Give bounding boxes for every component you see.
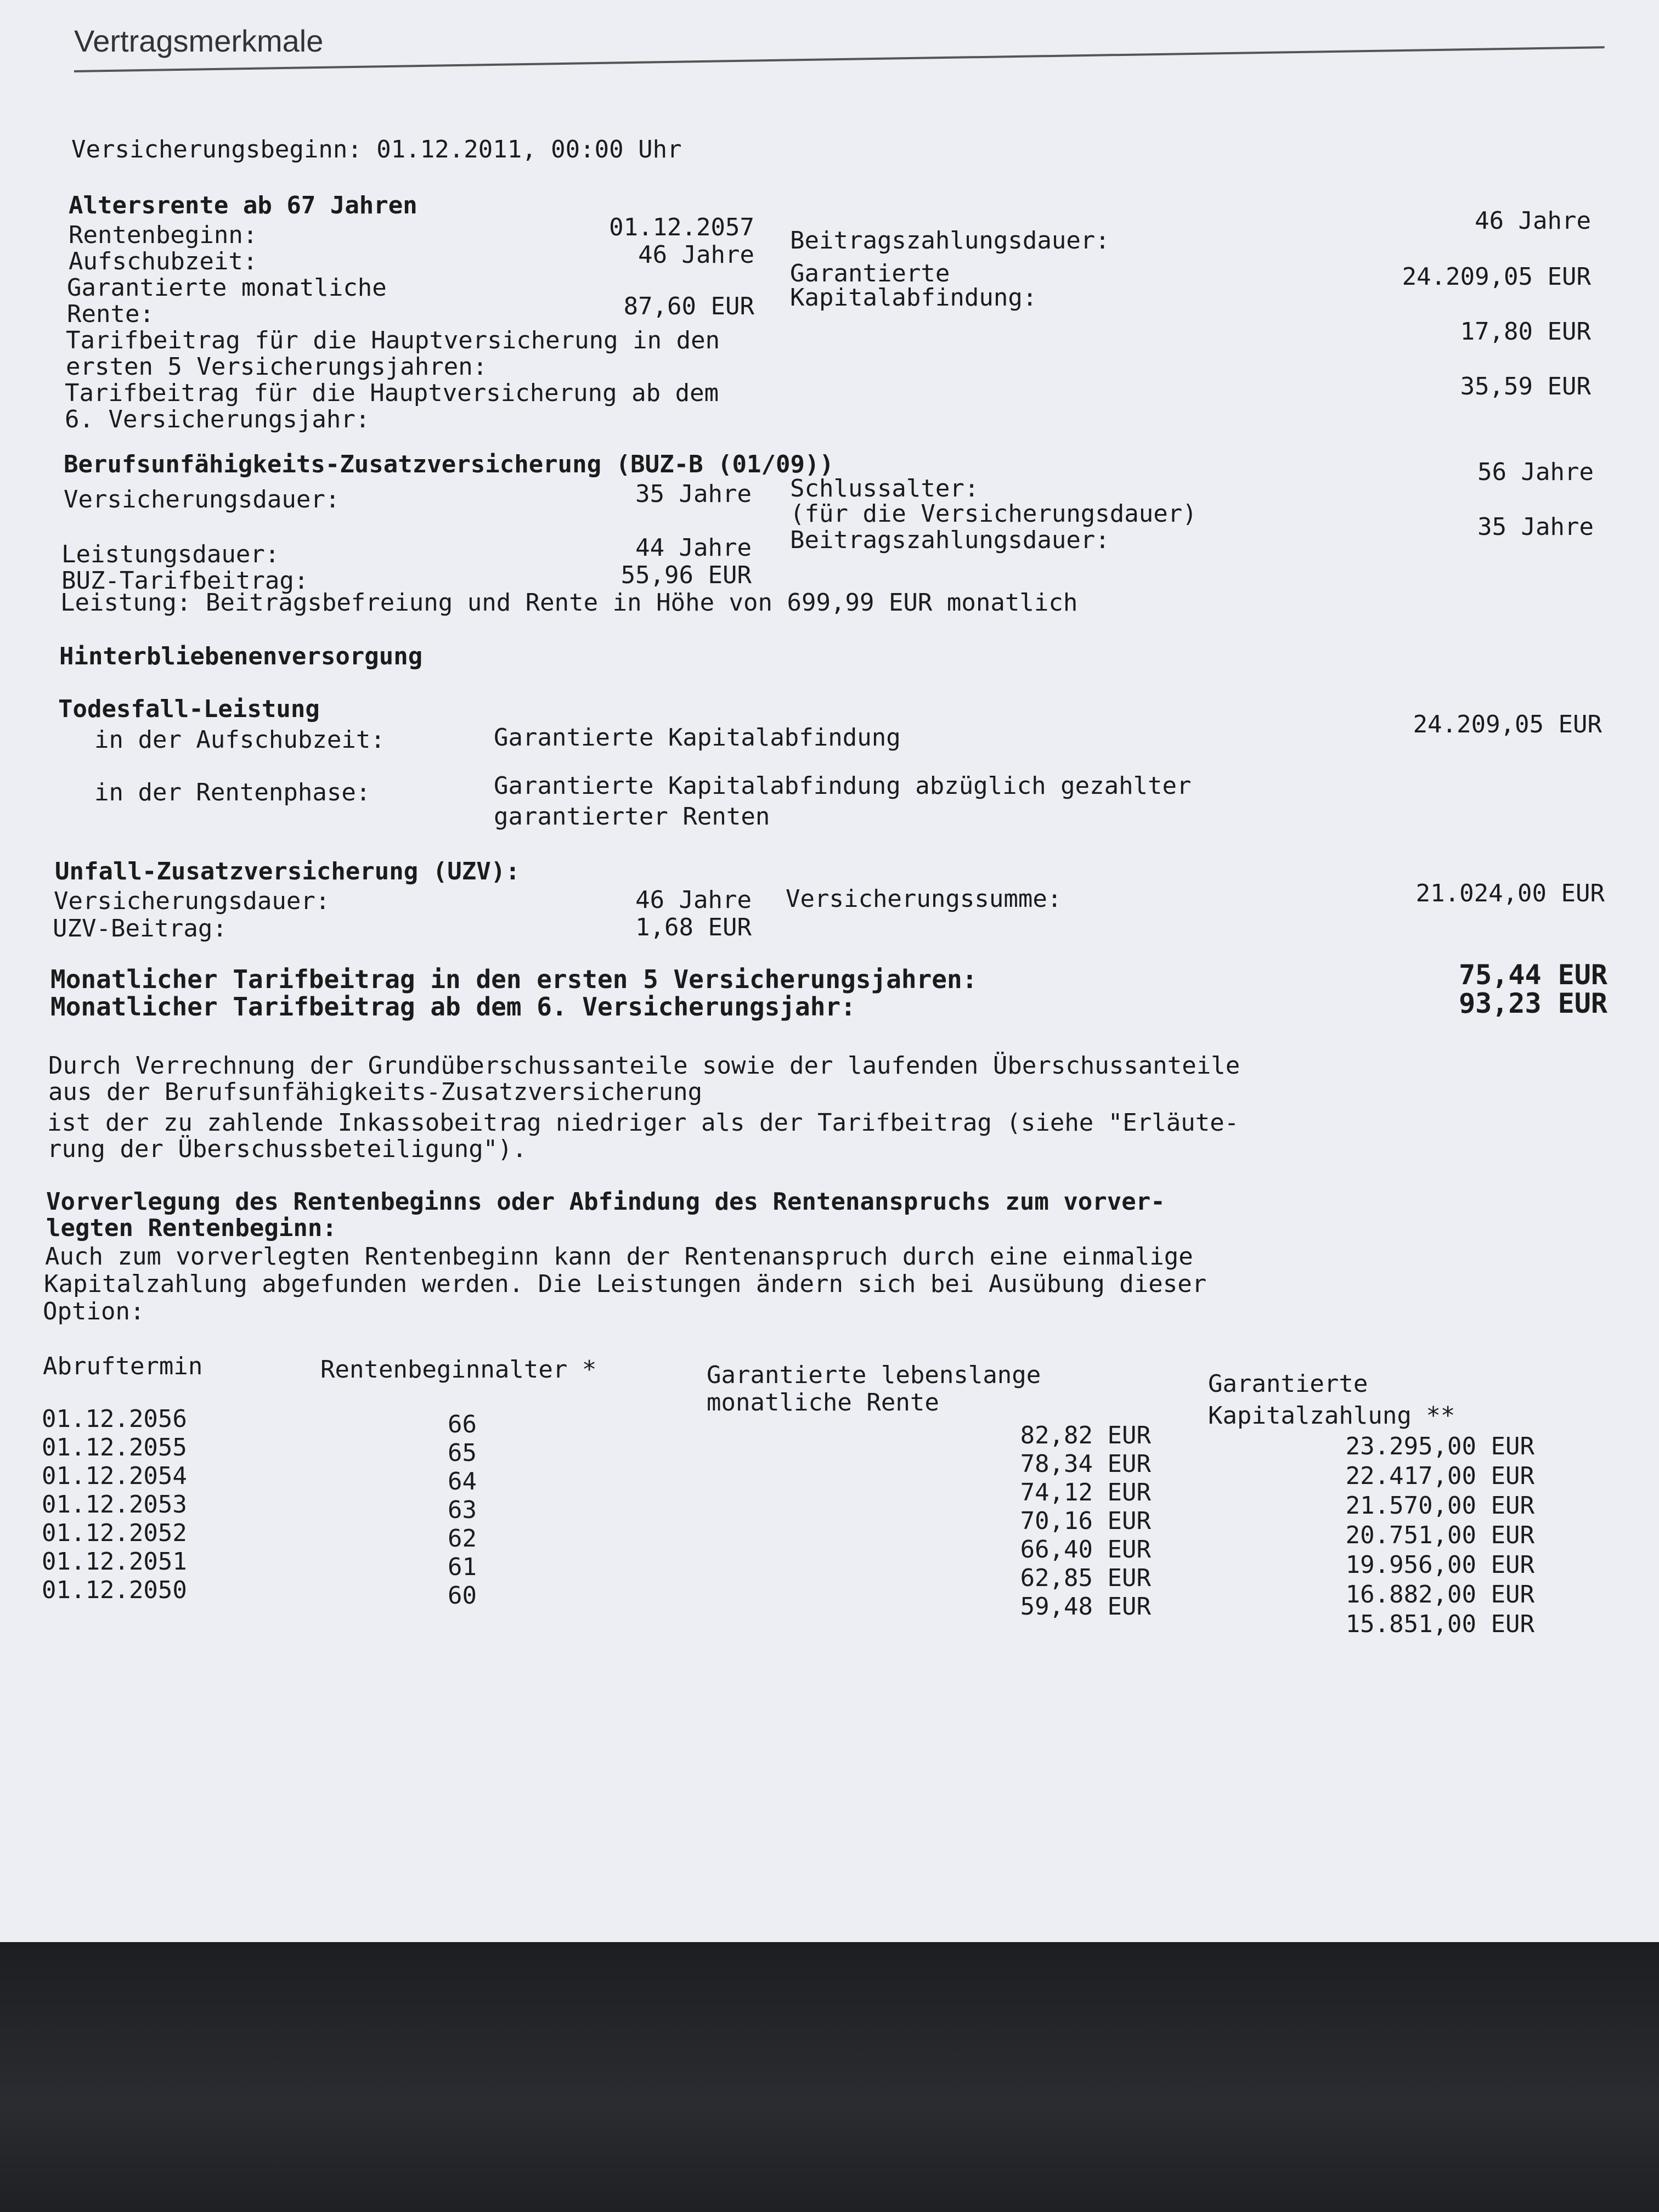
tarifbeitrag-1-line-1: Tarifbeitrag für die Hauptversicherung in den <box>66 326 720 354</box>
rentenphase-text-1: Garantierte Kapitalabfindung abzüglich gezahlter <box>494 772 1192 800</box>
table-row-rente: 62,85 EUR <box>1020 1564 1151 1592</box>
vorverlegung-text-2: Kapitalzahlung abgefunden werden. Die Leistungen ändern sich bei Ausübung dieser <box>44 1270 1207 1298</box>
table-row-termin: 01.12.2055 <box>42 1434 187 1462</box>
hinterbliebenen-title: Hinterbliebenenversorgung <box>59 642 423 670</box>
kapitalabfindung-value: 24.209,05 EUR <box>1402 263 1591 291</box>
aufschubzeit-todesfall-label: in der Aufschubzeit: <box>94 726 385 754</box>
table-row-alter: 63 <box>448 1496 477 1524</box>
buz-versicherungsdauer-label: Versicherungsdauer: <box>64 486 340 514</box>
table-row-alter: 64 <box>448 1468 477 1496</box>
total-2-value: 93,23 EUR <box>1459 988 1607 1019</box>
table-row-alter: 60 <box>448 1582 477 1610</box>
table-row-rente: 70,16 EUR <box>1020 1507 1151 1535</box>
uzv-versicherungsdauer-value: 46 Jahre <box>635 886 752 914</box>
table-header-rente-1: Garantierte lebenslange <box>707 1361 1041 1389</box>
verrechnung-line-4: rung der Überschussbeteiligung"). <box>47 1135 527 1163</box>
rentenphase-label: in der Rentenphase: <box>94 778 371 806</box>
table-row-rente: 82,82 EUR <box>1020 1421 1151 1449</box>
leistungsdauer-value: 44 Jahre <box>635 534 752 562</box>
table-row-rente: 74,12 EUR <box>1020 1479 1151 1506</box>
beitragsdauer-value: 46 Jahre <box>1475 207 1591 235</box>
beitragsdauer-label: Beitragszahlungsdauer: <box>790 227 1110 255</box>
vorverlegung-title-1: Vorverlegung des Rentenbeginns oder Abfindung des Rentenanspruchs zum vorver- <box>46 1188 1165 1216</box>
rentenphase-text-2: garantierter Renten <box>494 803 770 831</box>
vorverlegung-text-3: Option: <box>43 1297 145 1325</box>
verrechnung-line-2: aus der Berufsunfähigkeits-Zusatzversicherung <box>48 1078 703 1106</box>
buz-tarifbeitrag-label: BUZ-Tarifbeitrag: <box>61 567 309 595</box>
aufschubzeit-label: Aufschubzeit: <box>69 247 258 275</box>
tarifbeitrag-1-value: 17,80 EUR <box>1460 318 1591 346</box>
table-row-kapital: 21.570,00 EUR <box>1345 1492 1534 1520</box>
verrechnung-line-3: ist der zu zahlende Inkassobeitrag niedriger als der Tarifbeitrag (siehe "Erläute- <box>47 1109 1239 1137</box>
versicherungssumme-label: Versicherungssumme: <box>786 885 1062 913</box>
versicherungsbeginn: Versicherungsbeginn: 01.12.2011, 00:00 Uhr <box>71 136 682 163</box>
buz-leistung: Leistung: Beitragsbefreiung und Rente in Höhe von 699,99 EUR monatlich <box>60 589 1078 617</box>
uzv-beitrag-label: UZV-Beitrag: <box>53 915 227 943</box>
table-row-kapital: 19.956,00 EUR <box>1345 1551 1534 1579</box>
table-header-rentenbeginnalter: Rentenbeginnalter * <box>320 1356 597 1384</box>
dark-background-surface <box>0 1942 1659 2212</box>
tarifbeitrag-2-line-2: 6. Versicherungsjahr: <box>65 405 370 433</box>
vorverlegung-text-1: Auch zum vorverlegten Rentenbeginn kann der Rentenanspruch durch eine einmalige <box>45 1243 1193 1271</box>
tarifbeitrag-2-line-1: Tarifbeitrag für die Hauptversicherung ab dem <box>65 379 719 407</box>
rentenbeginn-label: Rentenbeginn: <box>69 221 258 249</box>
table-row-alter: 62 <box>448 1525 477 1553</box>
garantierte-rente-label-1: Garantierte monatliche <box>67 274 387 302</box>
versicherungssumme-value: 21.024,00 EUR <box>1415 879 1605 907</box>
vorverlegung-title-2: legten Rentenbeginn: <box>46 1214 337 1242</box>
schlussalter-value: 56 Jahre <box>1477 458 1594 486</box>
table-row-termin: 01.12.2052 <box>42 1519 187 1547</box>
rentenbeginn-value: 01.12.2057 <box>609 213 754 241</box>
uzv-beitrag-value: 1,68 EUR <box>635 913 752 941</box>
table-header-kapital-1: Garantierte <box>1208 1370 1368 1398</box>
table-row-kapital: 16.882,00 EUR <box>1345 1581 1534 1609</box>
total-2-label: Monatlicher Tarifbeitrag ab dem 6. Versicherungsjahr: <box>50 992 856 1022</box>
leistungsdauer-label: Leistungsdauer: <box>61 540 280 568</box>
table-row-termin: 01.12.2051 <box>42 1548 187 1576</box>
buz-title: Berufsunfähigkeits-Zusatzversicherung (BUZ-B (01/09)) <box>64 450 834 478</box>
uzv-title: Unfall-Zusatzversicherung (UZV): <box>55 857 520 885</box>
verrechnung-line-1: Durch Verrechnung der Grundüberschussanteile sowie der laufenden Überschussanteile <box>48 1052 1240 1080</box>
table-row-kapital: 22.417,00 EUR <box>1345 1462 1534 1490</box>
todesfall-title: Todesfall-Leistung <box>58 695 320 723</box>
buz-versicherungsdauer-value: 35 Jahre <box>635 480 752 508</box>
table-row-termin: 01.12.2056 <box>42 1405 187 1433</box>
table-row-termin: 01.12.2054 <box>42 1462 187 1490</box>
aufschubzeit-value: 46 Jahre <box>638 241 754 269</box>
buz-beitragsdauer-value: 35 Jahre <box>1477 513 1594 541</box>
schlussalter-note: (für die Versicherungsdauer) <box>790 500 1197 528</box>
aufschubzeit-todesfall-value: 24.209,05 EUR <box>1413 710 1602 738</box>
tarifbeitrag-1-line-2: ersten 5 Versicherungsjahren: <box>66 353 488 381</box>
buz-beitragsdauer-label: Beitragszahlungsdauer: <box>790 526 1110 554</box>
table-row-termin: 01.12.2053 <box>42 1491 187 1519</box>
table-row-rente: 78,34 EUR <box>1020 1450 1151 1478</box>
table-row-alter: 61 <box>448 1553 477 1581</box>
table-row-kapital: 23.295,00 EUR <box>1345 1432 1534 1460</box>
buz-tarifbeitrag-value: 55,96 EUR <box>620 561 752 589</box>
tarifbeitrag-2-value: 35,59 EUR <box>1460 373 1591 400</box>
garantierte-rente-value: 87,60 EUR <box>623 292 754 320</box>
table-row-kapital: 20.751,00 EUR <box>1345 1521 1534 1549</box>
altersrente-title: Altersrente ab 67 Jahren <box>69 191 417 219</box>
total-1-value: 75,44 EUR <box>1459 959 1607 991</box>
page-title: Vertragsmerkmale <box>74 24 324 58</box>
table-header-abruftermin: Abruftermin <box>43 1352 203 1380</box>
table-row-alter: 65 <box>448 1439 477 1467</box>
table-row-rente: 59,48 EUR <box>1020 1593 1151 1621</box>
schlussalter-label: Schlussalter: <box>790 475 979 503</box>
table-row-rente: 66,40 EUR <box>1020 1536 1151 1564</box>
kapitalabfindung-label-2: Kapitalabfindung: <box>790 284 1037 312</box>
aufschubzeit-todesfall-text: Garantierte Kapitalabfindung <box>494 724 901 752</box>
table-row-alter: 66 <box>448 1410 477 1438</box>
table-header-rente-2: monatliche Rente <box>707 1389 939 1417</box>
kapitalabfindung-label-1: Garantierte <box>790 259 950 287</box>
uzv-versicherungsdauer-label: Versicherungsdauer: <box>54 887 330 915</box>
garantierte-rente-label-2: Rente: <box>67 300 154 328</box>
table-row-termin: 01.12.2050 <box>42 1576 187 1604</box>
total-1-label: Monatlicher Tarifbeitrag in den ersten 5 Versicherungsjahren: <box>50 964 978 994</box>
table-header-kapital-2: Kapitalzahlung ** <box>1208 1402 1455 1430</box>
table-row-kapital: 15.851,00 EUR <box>1345 1610 1534 1638</box>
